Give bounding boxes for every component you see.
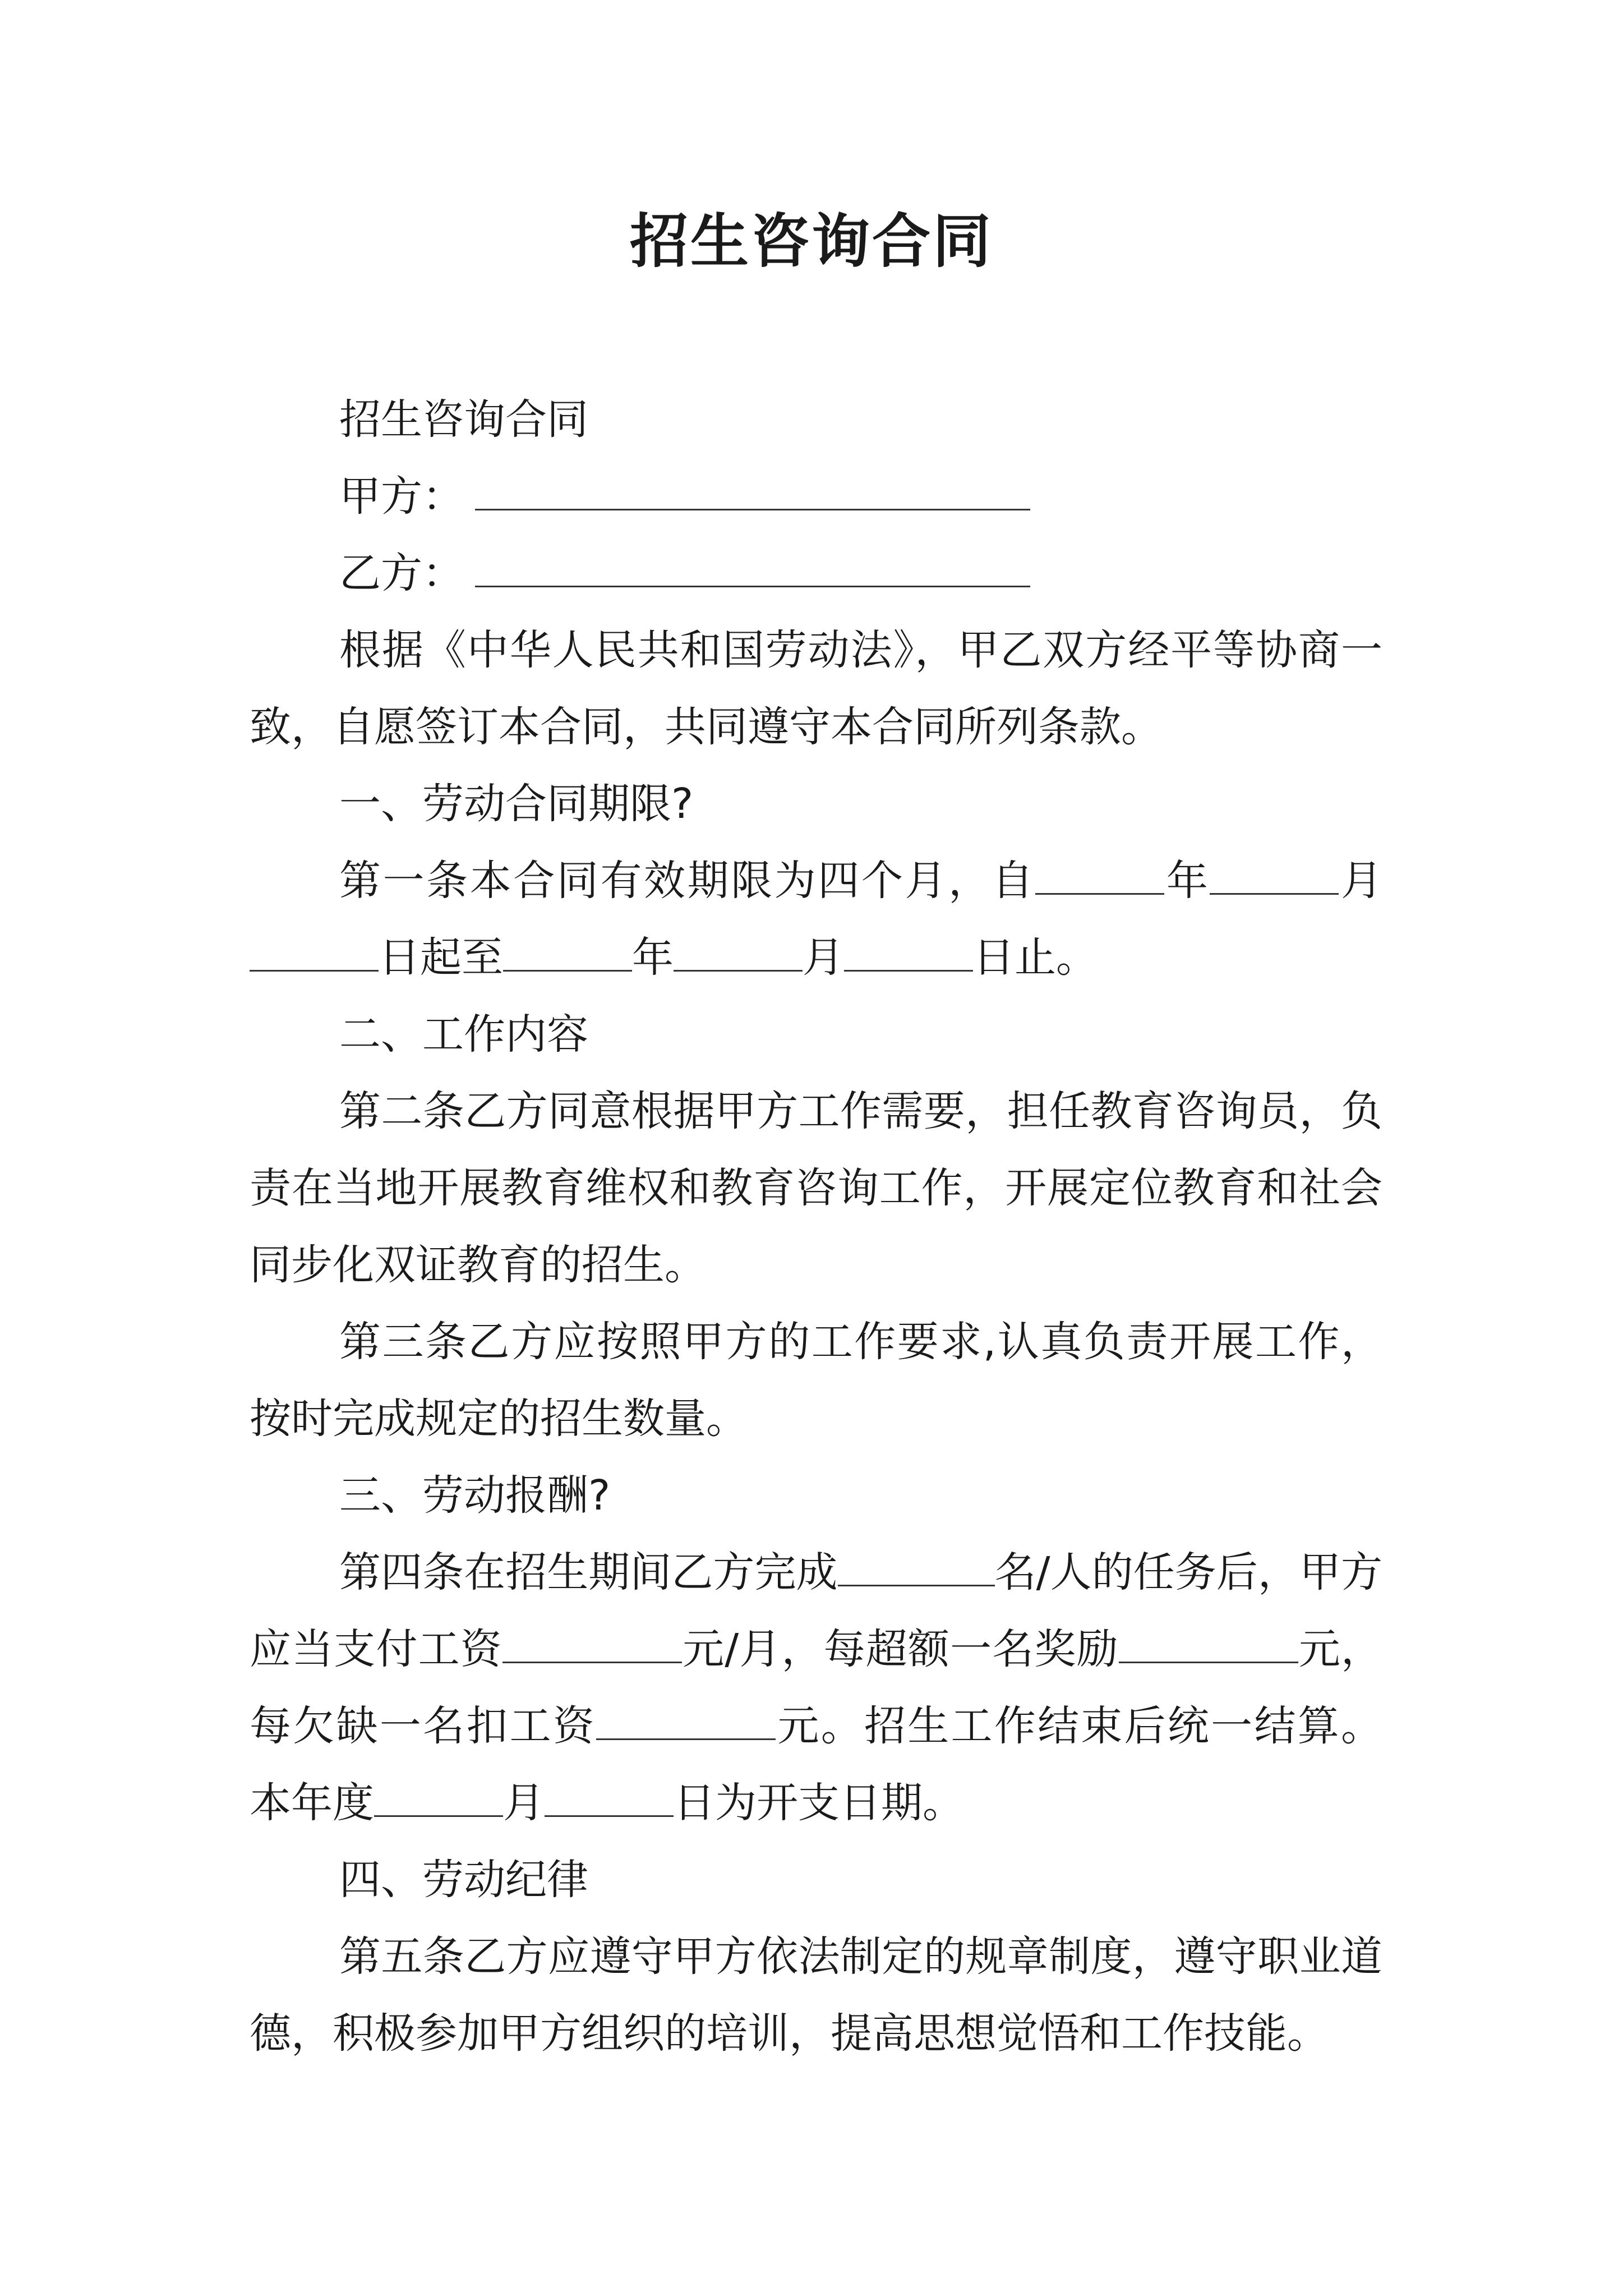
party-b-label: 乙方： [339,549,464,597]
party-a-blank [475,471,1030,510]
document-body [250,381,1382,2072]
payday-day-blank [545,1777,674,1817]
salary-blank [502,1623,682,1663]
article-5: 第五条乙方应遵守甲方依法制定的规章制度，遵守职业道德，积极参加甲方组织的培训，提高思想觉悟和工作技能。 [250,1932,1382,2058]
party-b-blank [475,547,1030,587]
bonus-blank [1119,1623,1298,1663]
party-b-line [250,535,1382,612]
article-4: 第四条在招生期间乙方完成 名/人的任务后，甲方应当支付工资 元/月，每超额一名奖励 元，每欠缺一名扣工资 元。招生工作结束后统一结算。本年度 月 日为开支日期。 [250,1534,1382,1842]
end-year-blank [503,932,632,972]
section-2-heading: 二、工作内容 [339,1010,588,1059]
deduction-blank [596,1700,776,1740]
end-day-blank [844,932,973,972]
quota-blank [838,1547,995,1586]
party-a-line [250,458,1382,535]
payday-month-blank [374,1777,503,1817]
end-month-blank [674,932,803,972]
article-3: 第三条乙方应按照甲方的工作要求,认真负责开展工作，按时完成规定的招生数量。 [250,1318,1382,1443]
section-3-heading: 三、劳动报酬? [339,1471,611,1520]
document-title: 招生咨询合同 [629,206,993,275]
start-month-blank [1210,855,1339,895]
start-day-blank [250,932,379,972]
section-1-heading: 一、劳动合同期限? [339,780,694,828]
intro-paragraph: 根据《中华人民共和国劳动法》，甲乙双方经平等协商一致，自愿签订本合同，共同遵守本合同所列条款。 [250,626,1382,751]
section-4-heading: 四、劳动纪律 [339,1856,588,1904]
contract-heading: 招生咨询合同 [339,395,588,444]
article-2: 第二条乙方同意根据甲方工作需要，担任教育咨询员，负责在当地开展教育维权和教育咨询工作，开展定位教育和社会同步化双证教育的招生。 [250,1087,1382,1289]
start-year-blank [1035,855,1164,895]
party-a-label: 甲方： [339,472,464,521]
article-1: 第一条本合同有效期限为四个月，自 年 月日起至 年 月 日止。 [250,843,1382,996]
